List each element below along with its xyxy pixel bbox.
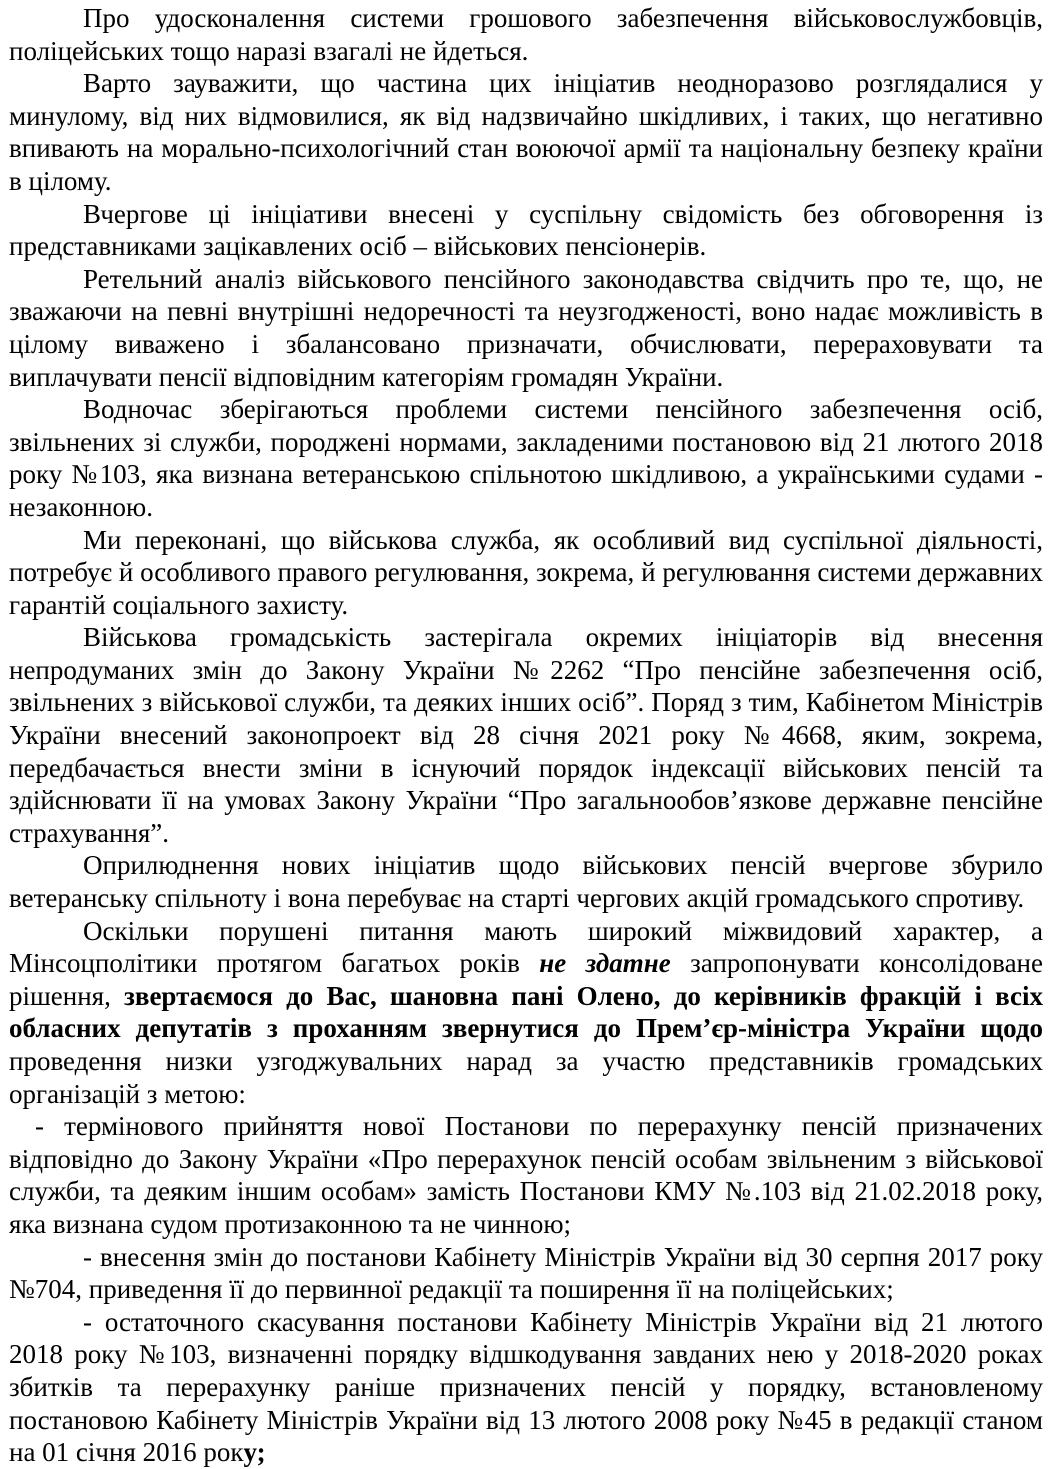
appeal-text-part1: Оскільки порушені питання мають широкий міжвидовий характер, а Мінсоцполітики протягом багатьох років — [9, 915, 1043, 979]
list-item-3 — [9, 1306, 1043, 1469]
appeal-text-part3: запропонувати консолідоване рішення, — [9, 948, 1043, 1011]
paragraph-4: Ретельний аналіз військового пенсійного законодавства свідчить про те, що, не зважаючи на певні внутрішні недоречності та неузгодженості, воно надає можливість в цілому виважено і збалансовано призначати, обчислювати, перераховувати та виплачувати пенсії відповідним категоріям громадян України. — [9, 263, 1043, 392]
paragraph-6: Ми переконані, що військова служба, як особливий вид суспільної діяльності, потребує й особливого правого регулювання, зокрема, й регулювання системи державних гарантій соціального захисту. — [9, 524, 1043, 620]
appeal-emphasis: не здатне — [539, 948, 671, 979]
appeal-paragraph — [9, 915, 1043, 1111]
paragraph-2: Варто зауважити, що частина цих ініціатив неодноразово розглядалися у минулому, від них відмовилися, як від надзвичайно шкідливих, і таких, що негативно впивають на морально-психологічний стан воюючої армії та національну безпеку країни в цілому. — [9, 68, 1043, 196]
appeal-bold-request: звертаємося до Вас, шановна пані Олено, до керівників фракцій і всіх обласних депутатів з проханням звернутися до Прем’єр-міністра України щодо — [9, 980, 1043, 1044]
appeal-text-part5: проведення низки узгоджувальних нарад за участю представників громадських організацій з метою: — [9, 1046, 1043, 1109]
paragraph-1: Про удосконалення системи грошового забезпечення військовослужбовців, поліцейських тощо наразі взагалі не йдеться. — [9, 3, 1043, 66]
paragraph-8: Оприлюднення нових ініціатив щодо військових пенсій вчергове збурило ветеранську спільноту і вона перебуває на старті чергових акцій громадського спротиву. — [9, 850, 1043, 914]
document-page — [9, 2, 1043, 1469]
paragraph-7: Військова громадськість застерігала окремих ініціаторів від внесення непродуманих змін до Закону України №2262 “Про пенсійне забезпечення осіб, звільнених з військової служби, та деяких інших осіб”. Поряд з тим, Кабінетом Міністрів України внесений законопроект від 28 січня 2021 року №4668, яким, зокрема, передбачається внести зміни в існуючий порядок індексації військових пенсій та здійснювати її на умовах Закону України “Про загальнообов’язкове державне пенсійне страхування”. — [9, 622, 1043, 848]
list-item-3-text: - остаточного скасування постанови Кабінету Міністрів України від 21 лютого 2018 року №103, визначенні порядку відшкодування завданих нею у 2018-2020 роках збитків та перерахунку раніше призначених пенсій у порядку, встановленому постановою Кабінету Міністрів України від 13 лютого 2008 року №45 в редакції станом на 01 січня 2016 рок — [9, 1306, 1043, 1468]
paragraph-5: Водночас зберігаються проблеми системи пенсійного забезпечення осіб, звільнених зі служби, породжені нормами, закладеними постановою від 21 лютого 2018 року №103, яка визнана ветеранською спільнотою шкідливою, а українськими судами - незаконною. — [9, 394, 1043, 522]
paragraph-3: Вчергове ці ініціативи внесені у суспільну свідомість без обговорення із представниками зацікавлених осіб – військових пенсіонерів. — [9, 198, 1043, 262]
list-item-3-tail: у; — [243, 1437, 266, 1468]
list-item-2: - внесення змін до постанови Кабінету Міністрів України від 30 серпня 2017 року №704, приведення її до первинної редакції та поширення її на поліцейських; — [9, 1241, 1043, 1305]
list-item-1: - термінового прийняття нової Постанови по перерахунку пенсій призначених відповідно до Закону України «Про перерахунок пенсій особам звільненим з військової служби, та деяким іншим особам» замість Постанови КМУ №.103 від 21.02.2018 року, яка визнана судом протизаконною та не чинною; — [9, 1111, 1043, 1239]
